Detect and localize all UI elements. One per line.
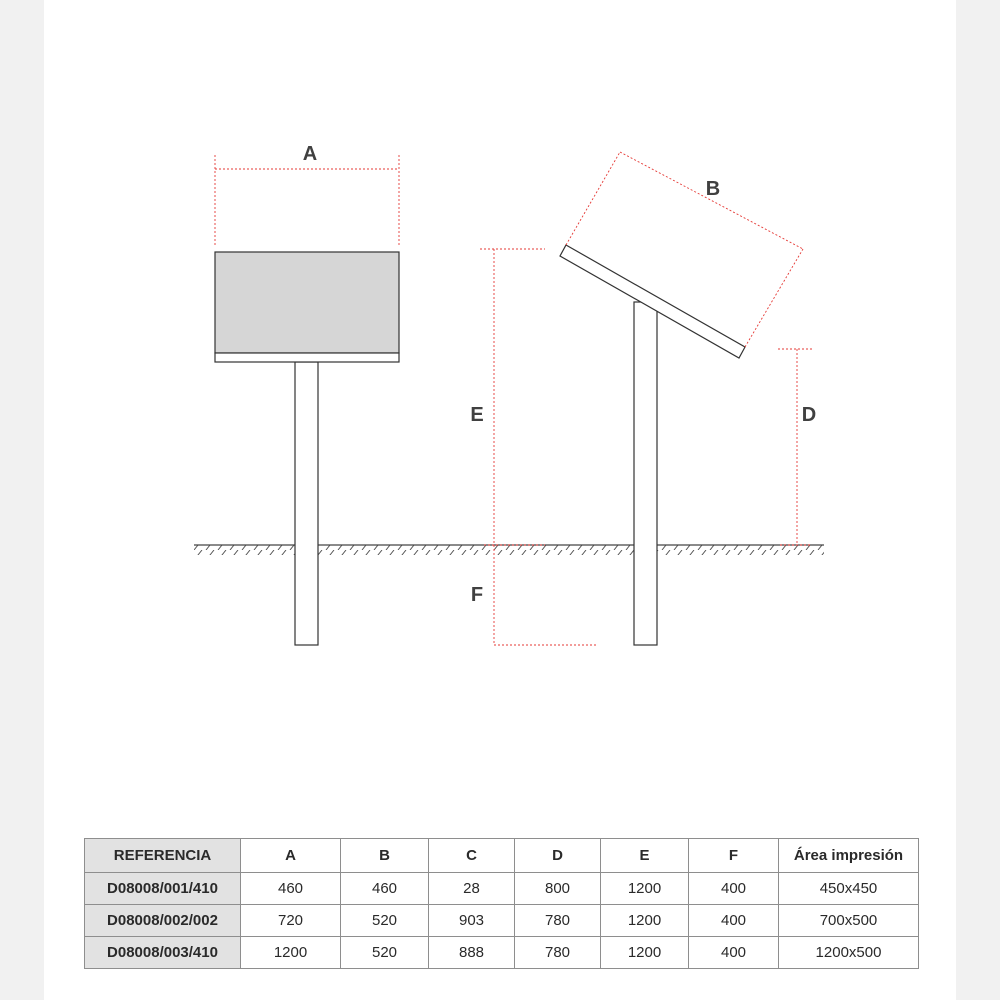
cell-f: 400 <box>689 937 779 969</box>
cell-e: 1200 <box>601 937 689 969</box>
header-area-impresion: Área impresión <box>779 839 919 873</box>
cell-a: 460 <box>241 873 341 905</box>
side-post <box>634 302 657 645</box>
cell-a: 1200 <box>241 937 341 969</box>
table-row <box>85 905 919 937</box>
label-d: D <box>801 404 817 426</box>
cell-b: 520 <box>341 937 429 969</box>
cell-e: 1200 <box>601 873 689 905</box>
dimension-a <box>215 155 399 245</box>
header-e: E <box>601 839 689 873</box>
cell-referencia: D08008/003/410 <box>85 937 241 969</box>
cell-a: 720 <box>241 905 341 937</box>
cell-b: 520 <box>341 905 429 937</box>
dimension-f <box>494 545 596 645</box>
header-f: F <box>689 839 779 873</box>
label-e: E <box>470 404 484 426</box>
label-a: A <box>302 143 318 165</box>
header-d: D <box>515 839 601 873</box>
table-header-row <box>85 839 919 873</box>
table-row <box>85 873 919 905</box>
front-post <box>295 362 318 645</box>
cell-d: 780 <box>515 937 601 969</box>
cell-area-impresion: 450x450 <box>779 873 919 905</box>
dimension-d <box>778 349 812 545</box>
ground-hatching <box>194 545 824 555</box>
cell-referencia: D08008/001/410 <box>85 873 241 905</box>
cell-area-impresion: 700x500 <box>779 905 919 937</box>
ground <box>194 545 824 555</box>
cell-e: 1200 <box>601 905 689 937</box>
cell-d: 780 <box>515 905 601 937</box>
header-referencia: REFERENCIA <box>85 839 241 873</box>
cell-c: 903 <box>429 905 515 937</box>
cell-c: 888 <box>429 937 515 969</box>
cell-f: 400 <box>689 905 779 937</box>
cell-d: 800 <box>515 873 601 905</box>
front-panel-base <box>215 353 399 362</box>
cell-c: 28 <box>429 873 515 905</box>
header-b: B <box>341 839 429 873</box>
header-a: A <box>241 839 341 873</box>
side-view <box>560 245 745 645</box>
label-b: B <box>705 178 721 200</box>
label-f: F <box>470 584 484 606</box>
cell-referencia: D08008/002/002 <box>85 905 241 937</box>
table-row <box>85 937 919 969</box>
dimension-e <box>480 249 545 545</box>
cell-b: 460 <box>341 873 429 905</box>
cell-f: 400 <box>689 873 779 905</box>
header-c: C <box>429 839 515 873</box>
front-view <box>215 252 399 645</box>
spec-table <box>84 838 919 969</box>
cell-area-impresion: 1200x500 <box>779 937 919 969</box>
front-panel <box>215 252 399 353</box>
